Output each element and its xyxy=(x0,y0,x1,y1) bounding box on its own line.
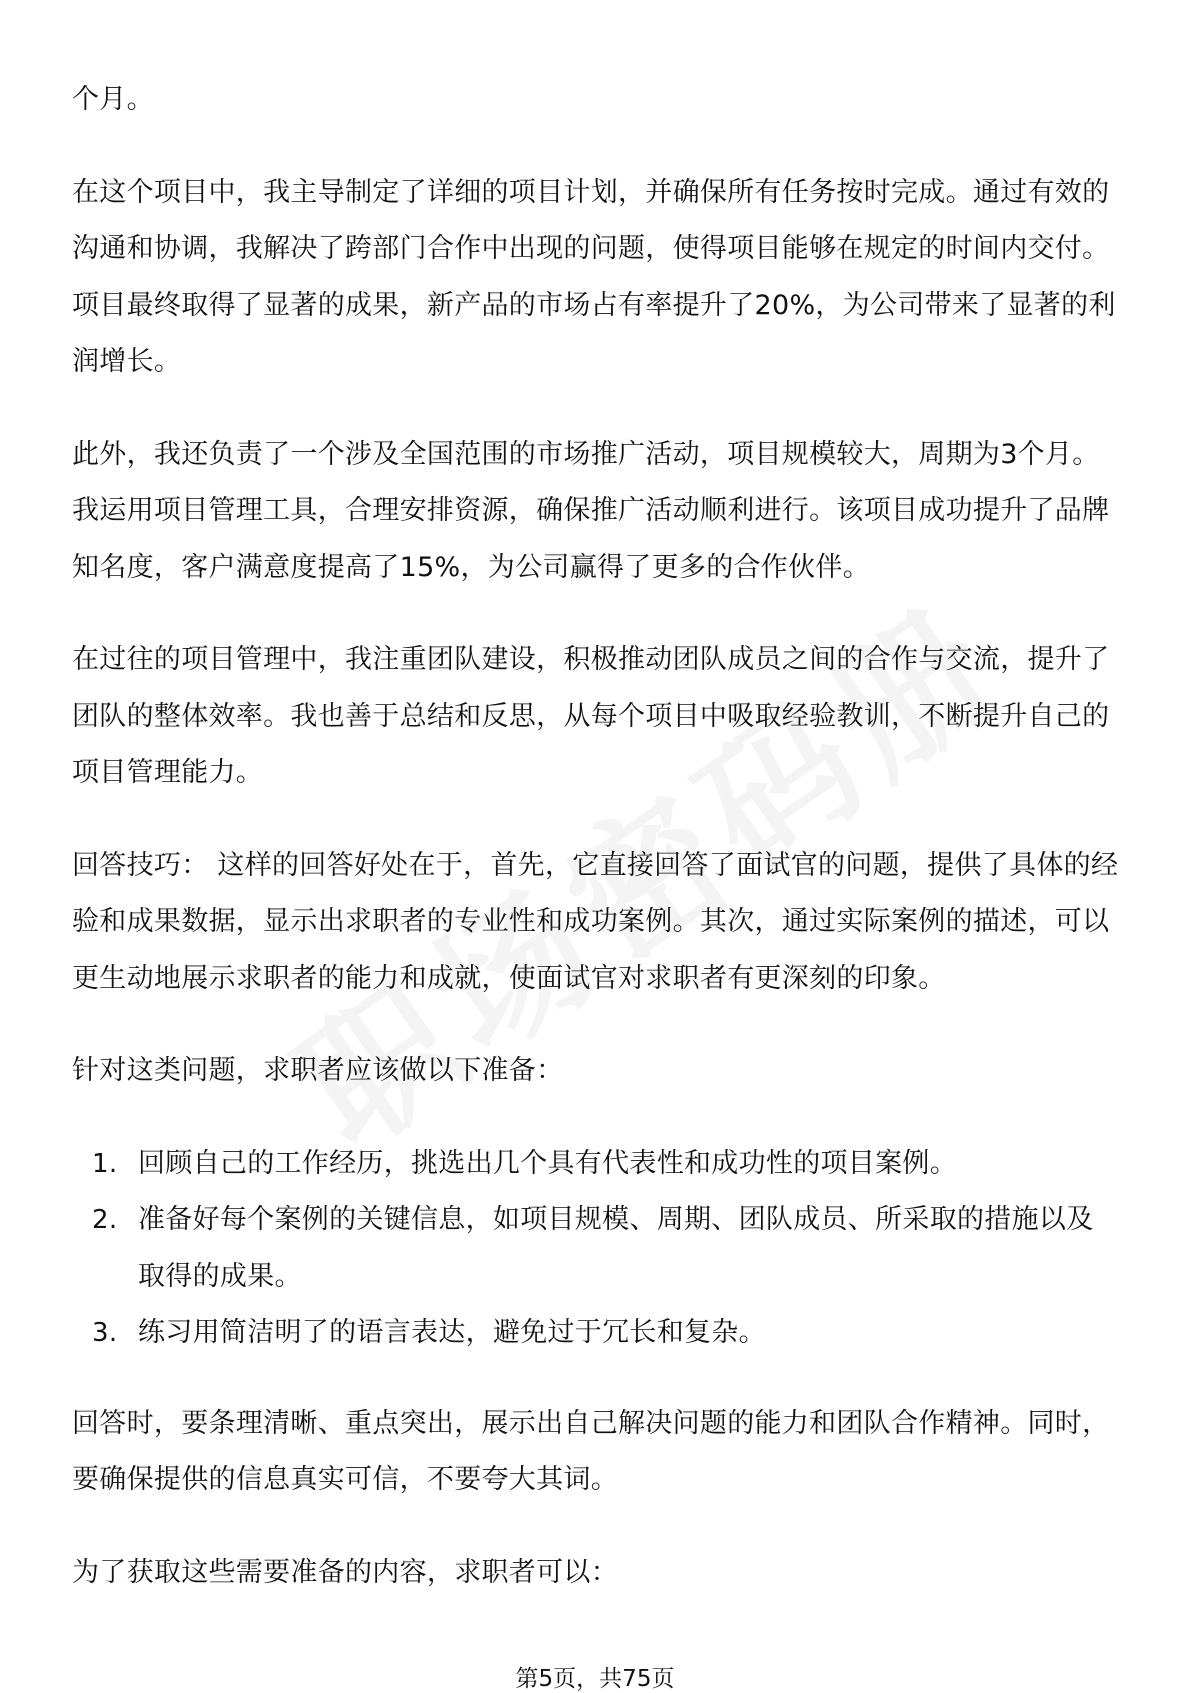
paragraph-answer-tips: 回答技巧： 这样的回答好处在于，首先，它直接回答了面试官的问题，提供了具体的经验和成果数据，显示出求职者的专业性和成功案例。其次，通过实际案例的描述，可以更生动地展示求职者的能力和成就，使面试官对求职者有更深刻的印象。 xyxy=(72,849,1119,994)
document-body xyxy=(72,72,1120,1637)
list-item: 1. 回顾自己的工作经历，挑选出几个具有代表性和成功性的项目案例。 xyxy=(126,1136,1120,1193)
paragraph-continuation: 个月。 xyxy=(72,84,154,115)
paragraph-project-detail: 在这个项目中，我主导制定了详细的项目计划，并确保所有任务按时完成。通过有效的沟通和协调，我解决了跨部门合作中出现的问题，使得项目能够在规定的时间内交付。项目最终取得了显著的成果，新产品的市场占有率提升了20%，为公司带来了显著的利润增长。 xyxy=(72,176,1116,377)
list-item: 3. 练习用简洁明了的语言表达，避免过于冗长和复杂。 xyxy=(126,1305,1120,1362)
paragraph-answer-guidance: 回答时，要条理清晰、重点突出，展示出自己解决问题的能力和团队合作精神。同时，要确保提供的信息真实可信，不要夸大其词。 xyxy=(72,1407,1110,1495)
paragraph-marketing-campaign: 此外，我还负责了一个涉及全国范围的市场推广活动，项目规模较大，周期为3个月。我运用项目管理工具，合理安排资源，确保推广活动顺利进行。该项目成功提升了品牌知名度，客户满意度提高了15%，为公司赢得了更多的合作伙伴。 xyxy=(72,438,1110,583)
paragraph-obtain-content: 为了获取这些需要准备的内容，求职者可以： xyxy=(72,1556,618,1588)
list-item: 2. 准备好每个案例的关键信息，如项目规模、周期、团队成员、所采取的措施以及取得的成果。 xyxy=(126,1192,1120,1305)
paragraph-team-building: 在过往的项目管理中，我注重团队建设，积极推动团队成员之间的合作与交流，提升了团队的整体效率。我也善于总结和反思，从每个项目中吸取经验教训，不断提升自己的项目管理能力。 xyxy=(72,644,1110,788)
paragraph-preparation-intro: 针对这类问题，求职者应该做以下准备： xyxy=(72,1055,564,1086)
preparation-list xyxy=(72,1136,1120,1362)
page-number: 第5页，共75页 xyxy=(515,1666,675,1692)
